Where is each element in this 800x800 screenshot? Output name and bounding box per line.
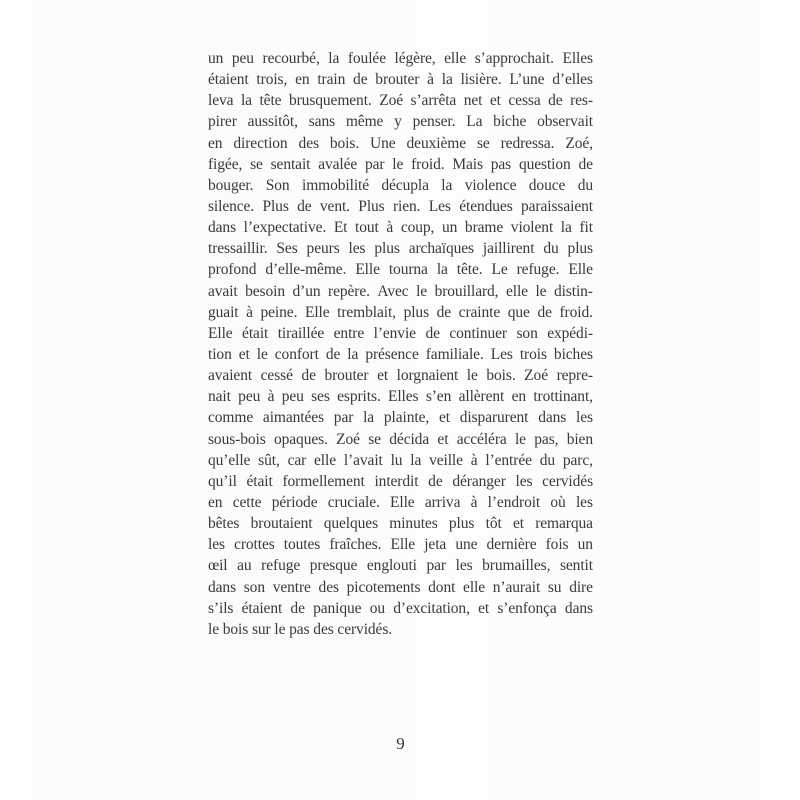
page-number: 9 <box>396 734 405 753</box>
text-line: s’ils étaient de panique ou d’excitation, et s’enfonça dans <box>208 599 593 617</box>
text-line: guait à peine. Elle tremblait, plus de crainte que de froid. <box>208 303 593 321</box>
text-line: Elle était tiraillée entre l’envie de continuer son expédi- <box>208 324 593 342</box>
text-line: dans son ventre des picotements dont elle n’aurait su dire <box>208 578 593 596</box>
text-line: nait peu à peu ses esprits. Elles s’en allèrent en trottinant, <box>208 388 593 406</box>
text-line: qu’elle sût, car elle l’avait lu la veille à l’entrée du parc, <box>208 451 593 469</box>
text-line: tressaillir. Ses peurs les plus archaïques jaillirent du plus <box>208 240 593 258</box>
text-line: les crottes toutes fraîches. Elle jeta une dernière fois un <box>208 536 593 554</box>
text-line: le bois sur le pas des cervidés. <box>208 620 393 638</box>
text-line: silence. Plus de vent. Plus rien. Les étendues paraissaient <box>208 197 593 215</box>
text-line: profond d’elle-même. Elle tourna la tête. Le refuge. Elle <box>208 261 593 279</box>
text-line: en direction des bois. Une deuxième se redressa. Zoé, <box>208 134 593 152</box>
text-line: un peu recourbé, la foulée légère, elle s’approchait. Elles <box>208 50 593 67</box>
text-line: bêtes broutaient quelques minutes plus tôt et remarqua <box>208 515 593 533</box>
text-line: pirer aussitôt, sans même y penser. La biche observait <box>208 113 593 131</box>
text-line: en cette période cruciale. Elle arriva à l’endroit où les <box>208 493 593 511</box>
text-line: bouger. Son immobilité décupla la violence douce du <box>208 176 593 194</box>
text-line: comme aimantées par la plainte, et disparurent dans les <box>208 409 593 427</box>
text-line: leva la tête brusquement. Zoé s’arrêta net et cessa de res- <box>208 92 593 110</box>
text-line: figée, se sentait avalée par le froid. Mais pas question de <box>208 155 593 173</box>
text-line: avaient cessé de brouter et lorgnaient le bois. Zoé repre- <box>208 367 593 385</box>
text-line: dans l’expectative. Et tout à coup, un brame violent la fit <box>208 219 593 237</box>
text-line: qu’il était formellement interdit de déranger les cervidés <box>208 472 593 490</box>
text-line: œil au refuge presque englouti par les brumailles, sentit <box>208 557 593 575</box>
text-line: avait besoin d’un repère. Avec le brouillard, elle le distin- <box>208 282 593 300</box>
body-text <box>208 48 593 640</box>
text-line: sous-bois opaques. Zoé se décida et accéléra le pas, bien <box>208 430 593 448</box>
text-line: étaient trois, en train de brouter à la lisière. L’une d’elles <box>208 71 593 89</box>
text-line: tion et le confort de la présence familiale. Les trois biches <box>208 345 593 363</box>
